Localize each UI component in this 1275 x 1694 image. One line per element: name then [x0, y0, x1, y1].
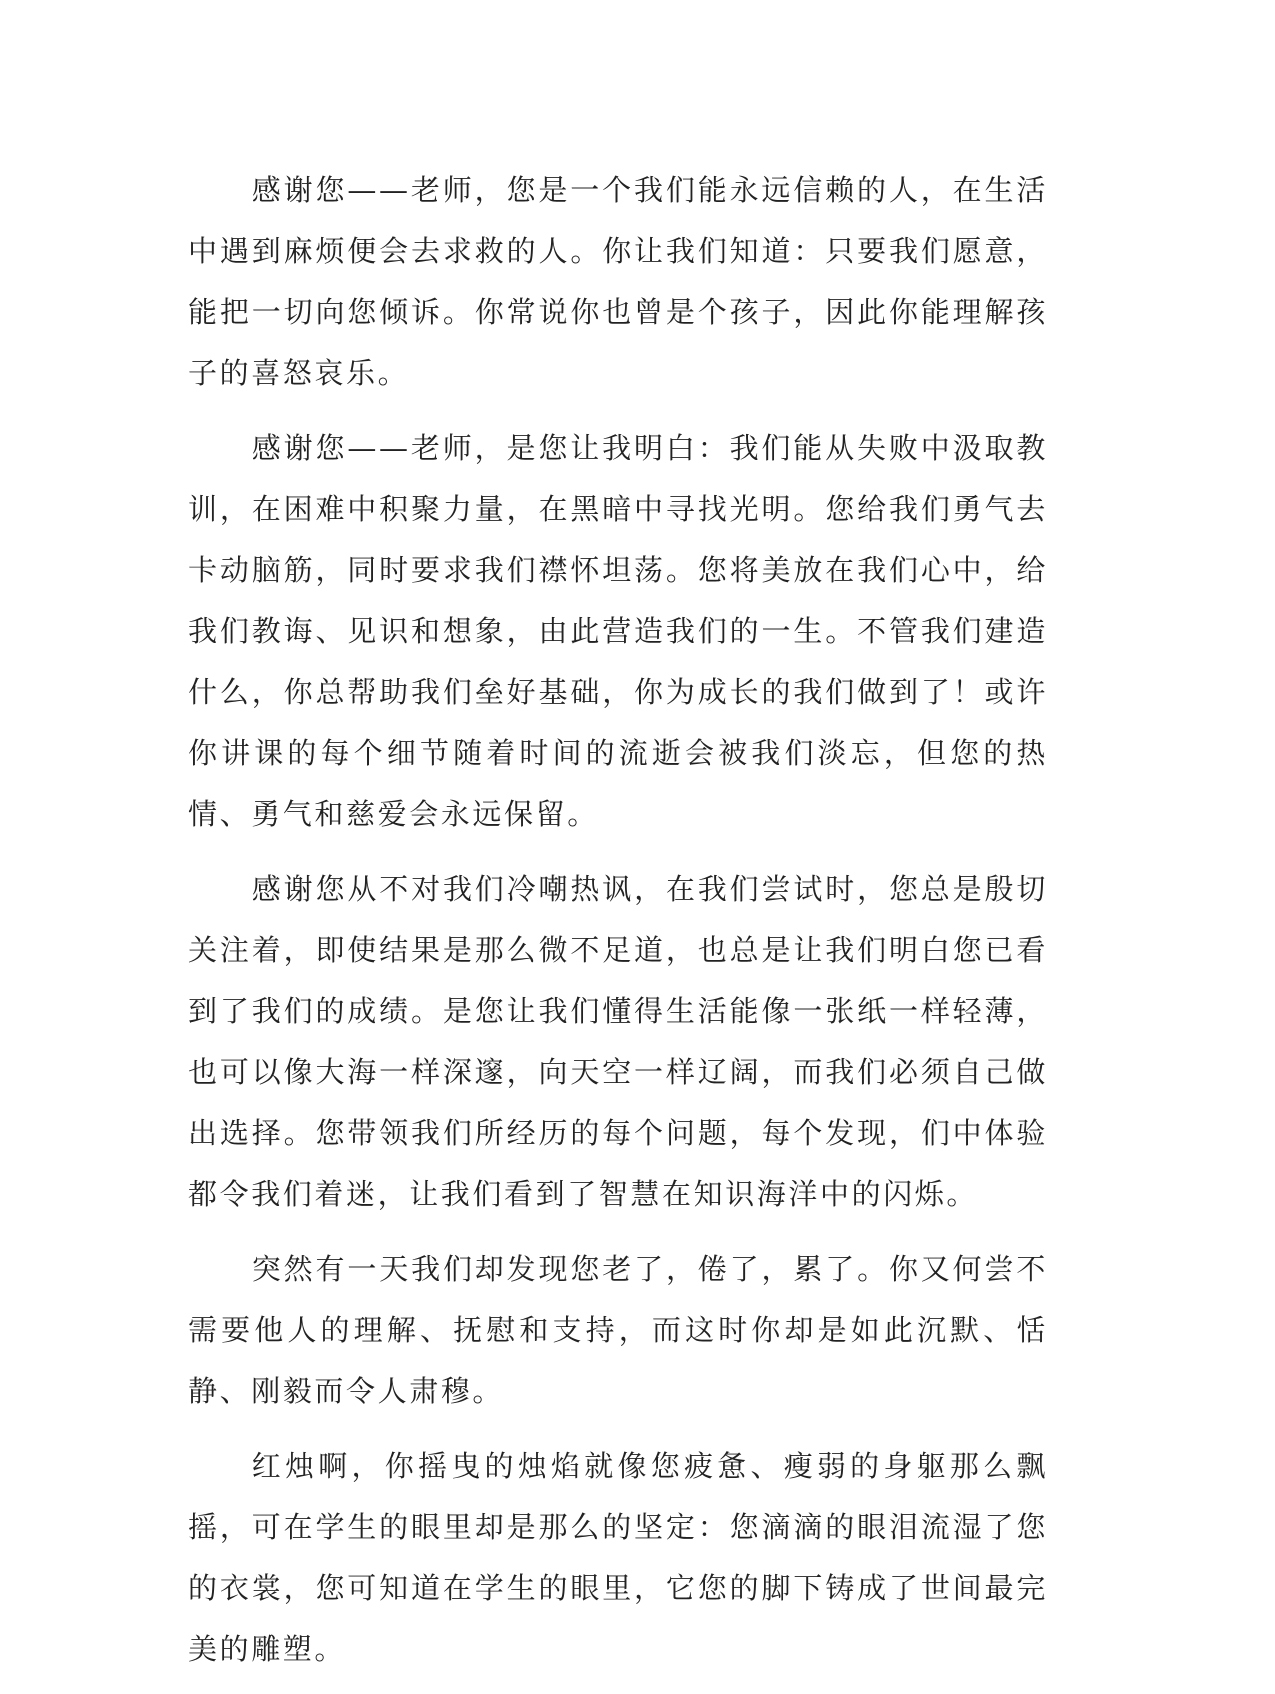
paragraph-4: 突然有一天我们却发现您老了，倦了，累了。你又何尝不需要他人的理解、抚慰和支持，而这时你却是如此沉默、恬静、刚毅而令人肃穆。 — [188, 1252, 1048, 1408]
paragraph-5: 红烛啊，你摇曳的烛焰就像您疲惫、瘦弱的身躯那么飘摇，可在学生的眼里却是那么的坚定：您滴滴的眼泪流湿了您的衣裳，您可知道在学生的眼里，它您的脚下铸成了世间最完美的雕塑。 — [188, 1449, 1048, 1666]
document-body — [188, 160, 1048, 1694]
paragraph-3: 感谢您从不对我们冷嘲热讽，在我们尝试时，您总是殷切关注着，即使结果是那么微不足道，也总是让我们明白您已看到了我们的成绩。是您让我们懂得生活能像一张纸一样轻薄，也可以像大海一样深邃，向天空一样辽阔，而我们必须自己做出选择。您带领我们所经历的每个问题，每个发现，们中体验都令我们着迷，让我们看到了智慧在知识海洋中的闪烁。 — [188, 872, 1048, 1211]
paragraph-1: 感谢您——老师，您是一个我们能永远信赖的人，在生活中遇到麻烦便会去求救的人。你让我们知道：只要我们愿意，能把一切向您倾诉。你常说你也曾是个孩子，因此你能理解孩子的喜怒哀乐。 — [188, 173, 1048, 390]
paragraph-2: 感谢您——老师，是您让我明白：我们能从失败中汲取教训，在困难中积聚力量，在黑暗中寻找光明。您给我们勇气去卡动脑筋，同时要求我们襟怀坦荡。您将美放在我们心中，给我们教诲、见识和想象，由此营造我们的一生。不管我们建造什么，你总帮助我们垒好基础，你为成长的我们做到了！或许你讲课的每个细节随着时间的流逝会被我们淡忘，但您的热情、勇气和慈爱会永远保留。 — [188, 431, 1048, 831]
